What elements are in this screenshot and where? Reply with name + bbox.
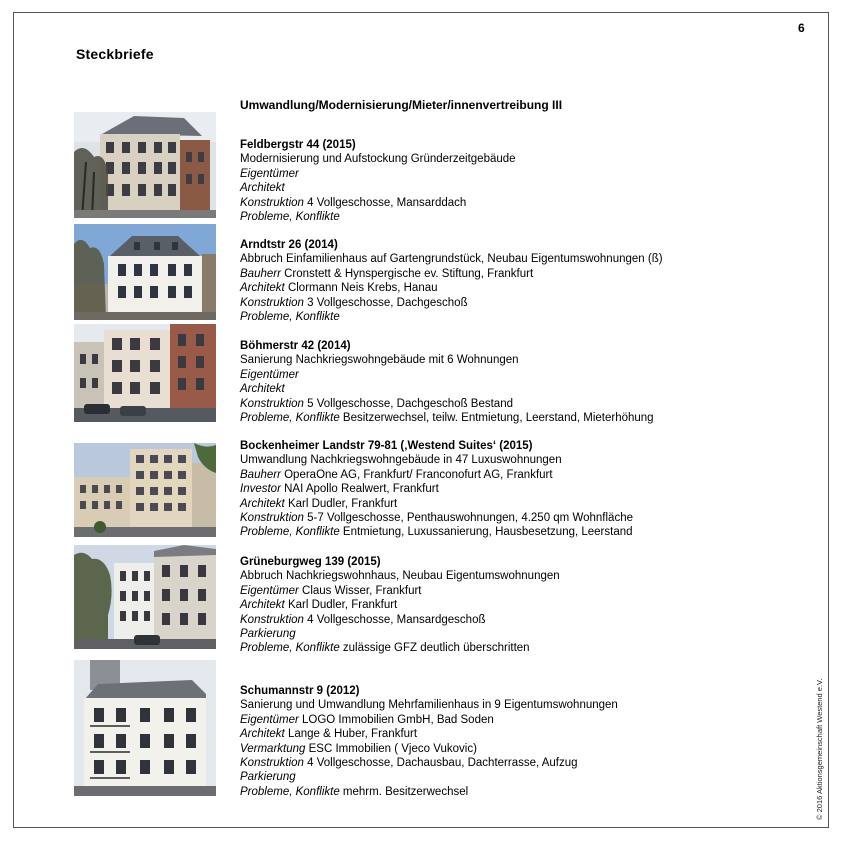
entry-feldbergstr (240, 138, 800, 224)
entry-line: Modernisierung und Aufstockung Gründerzeitgebäude (240, 153, 516, 166)
entry-line: Vermarktung ESC Immobilien ( Vjeco Vukovic) (240, 742, 477, 755)
entry-line: Konstruktion 4 Vollgeschosse, Mansarddach (240, 196, 467, 209)
entry-title: Grüneburgweg 139 (2015) (240, 556, 381, 568)
entry-line: Probleme, Konflikte Besitzerwechsel, teilw. Entmietung, Leerstand, Mieterhöhung (240, 412, 654, 425)
entry-line: Konstruktion 5-7 Vollgeschosse, Penthauswohnungen, 4.250 qm Wohnfläche (240, 512, 633, 525)
entry-line: Probleme, Konflikte (240, 211, 340, 224)
entry-boehmerstr (240, 339, 800, 425)
building-photo (74, 324, 216, 422)
entry-line: Eigentümer Claus Wisser, Frankfurt (240, 584, 422, 597)
entry-line: Architekt Clormann Neis Krebs, Hanau (240, 282, 438, 295)
entry-line: Architekt Karl Dudler, Frankfurt (240, 497, 398, 510)
entry-line: Architekt Karl Dudler, Frankfurt (240, 599, 398, 612)
entry-line: Konstruktion 3 Vollgeschosse, Dachgeschoß (240, 296, 468, 309)
entry-line: Konstruktion 4 Vollgeschosse, Mansardgeschoß (240, 613, 486, 626)
building-photo (74, 224, 216, 320)
entry-title: Böhmerstr 42 (2014) (240, 340, 351, 352)
entry-line: Eigentümer LOGO Immobilien GmbH, Bad Soden (240, 713, 494, 726)
building-photo (74, 443, 216, 537)
entry-line: Eigentümer (240, 368, 299, 381)
entry-line: Architekt Lange & Huber, Frankfurt (240, 728, 418, 741)
entry-line: Probleme, Konflikte (240, 311, 340, 324)
entry-line: Probleme, Konflikte mehrm. Besitzerwechsel (240, 785, 469, 798)
building-photo (74, 112, 216, 218)
subtitle: Umwandlung/Modernisierung/Mieter/innenvertreibung III (240, 98, 563, 112)
entry-line: Umwandlung Nachkriegswohngebäude in 47 Luxuswohnungen (240, 454, 562, 467)
copyright-notice: © 2016 Aktionsgemeinschaft Westend e.V. (815, 678, 824, 820)
entry-title: Schumannstr 9 (2012) (240, 685, 360, 697)
entry-line: Eigentümer (240, 167, 299, 180)
page-number: 6 (798, 21, 805, 35)
entry-line: Investor NAI Apollo Realwert, Frankfurt (240, 483, 439, 496)
entry-line: Konstruktion 5 Vollgeschosse, Dachgeschoß Bestand (240, 397, 513, 410)
building-photo (74, 660, 216, 796)
entry-line: Bauherr OperaOne AG, Frankfurt/ Franconofurt AG, Frankfurt (240, 468, 553, 481)
entry-arndtstr (240, 238, 800, 324)
entry-line: Sanierung Nachkriegswohngebäude mit 6 Wohnungen (240, 354, 519, 367)
entry-line: Parkierung (240, 771, 296, 784)
entry-title: Arndtstr 26 (2014) (240, 239, 338, 251)
entry-title: Feldbergstr 44 (2015) (240, 139, 356, 151)
entry-bockenheimer-landstr (240, 439, 800, 540)
entry-schumannstr (240, 684, 800, 799)
entry-line: Probleme, Konflikte Entmietung, Luxussanierung, Hausbesetzung, Leerstand (240, 526, 633, 539)
entry-line: Architekt (240, 383, 285, 396)
entry-line: Parkierung (240, 628, 296, 641)
entry-line: Architekt (240, 182, 285, 195)
entry-line: Probleme, Konflikte zulässige GFZ deutlich überschritten (240, 642, 530, 655)
entry-line: Sanierung und Umwandlung Mehrfamilienhaus in 9 Eigentumswohnungen (240, 699, 618, 712)
entry-line: Abbruch Einfamilienhaus auf Gartengrundstück, Neubau Eigentumswohnungen (ß) (240, 253, 663, 266)
entry-grueneburgweg (240, 555, 800, 656)
entry-line: Abbruch Nachkriegswohnhaus, Neubau Eigentumswohnungen (240, 570, 560, 583)
entry-line: Bauherr Cronstett & Hynspergische ev. Stiftung, Frankfurt (240, 267, 534, 280)
section-title: Steckbriefe (76, 46, 154, 62)
entry-title: Bockenheimer Landstr 79-81 (‚Westend Suites‘ (2015) (240, 440, 533, 452)
building-photo (74, 545, 216, 649)
entry-line: Konstruktion 4 Vollgeschosse, Dachausbau, Dachterrasse, Aufzug (240, 757, 578, 770)
